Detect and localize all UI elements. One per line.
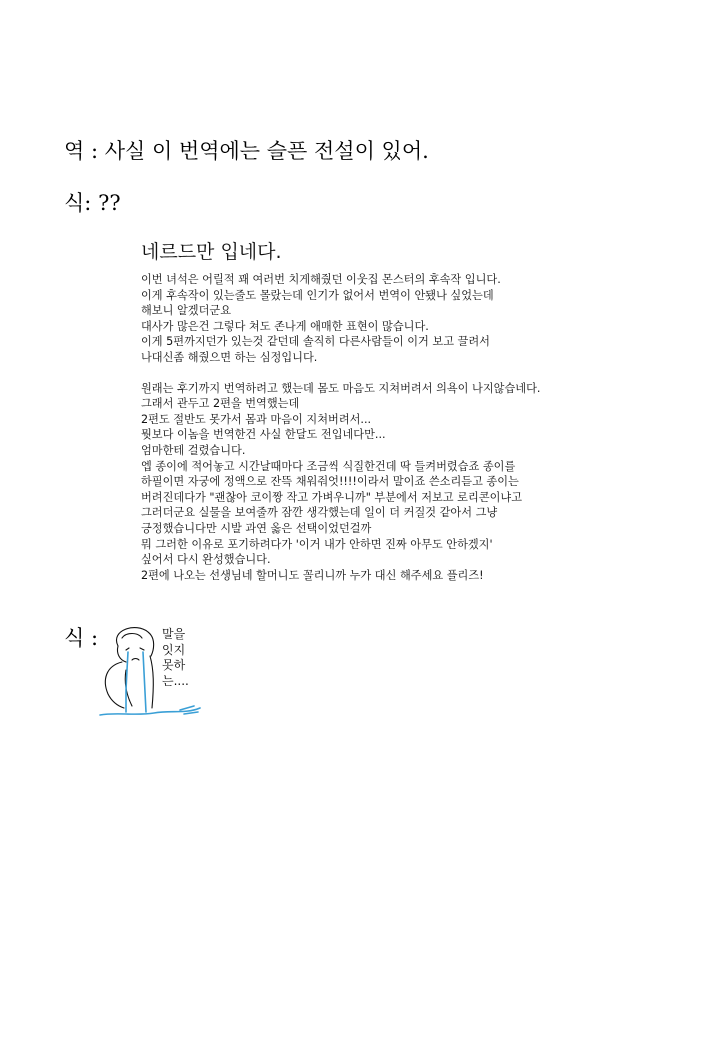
right-eye [140,648,144,650]
head-outline [116,628,153,656]
speech-line: 못하 [162,658,186,672]
tear-stream-right [143,652,146,712]
speaker-separator: : [84,626,99,650]
note-line: 그러더군요 실물을 보여줄까 잠깐 생각했는데 일이 더 커질것 같아서 그냥 [141,506,498,520]
dialogue-text: ?? [98,191,121,215]
mouth [132,659,139,661]
dialogue-text: 사실 이 번역에는 슬픈 전설이 있어. [104,139,429,163]
note-title: 네르드만 입네다. [141,241,282,263]
tear-stream-left [126,652,128,712]
speaker-label: 식 [64,191,85,215]
speaker-label: 역 [64,139,85,163]
note-line: 엄마한테 걸렸습니다. [141,443,246,457]
note-line: 이번 녀석은 어릴적 꽤 여러번 치게해줬던 이웃집 몬스터의 후속작 입니다. [141,273,501,286]
paragraph-gap [141,366,611,381]
hair-line [122,634,142,639]
note-line: 엡 종이에 적어놓고 시간날때마다 조금씩 식질한건데 딱 들켜버렸습죠 종이를 [141,459,516,473]
note-line: 뭣보다 이놈을 번역한건 사실 한달도 전입네다만... [141,428,386,442]
note-line: 2편도 절반도 못가서 몸과 마음이 지쳐버려서... [141,412,372,426]
body-right [150,656,153,708]
note-line: 해보니 알겠더군요 [141,304,232,318]
speech-line: 말을 [162,627,186,641]
speech-text [162,627,212,689]
note-line: 이게 후속작이 있는줄도 몰랐는데 인기가 없어서 번역이 안됐나 싶었는데 [141,288,494,302]
dialogue-line-eater-1 [64,187,121,217]
speaker-separator: : [84,139,105,163]
note-line: 이게 5편까지던가 있는것 같던데 솔직히 다른사람들이 이거 보고 끌려서 [141,335,490,349]
note-line: 하필이면 자궁에 정액으로 잔뜩 채워줘엇!!!!이라서 말이죠 쓴소리듣고 종이는 [141,475,519,489]
speaker-label: 식 [64,626,85,650]
note-line: 대사가 많은건 그렇다 쳐도 존나게 애매한 표현이 많습니다. [141,319,429,333]
translator-note [141,272,611,583]
note-line: 긍정했습니다만 시발 과연 옳은 선택이었던걸까 [141,521,372,535]
dialogue-line-eater-2 [64,622,98,652]
speech-line: 잇지 [162,642,186,657]
note-line: 2편에 나오는 선생님네 할머니도 꼴리니까 누가 대신 해주세요 플리즈! [141,568,484,582]
dialogue-line-translator [64,135,429,165]
face-outline [117,646,126,662]
note-line: 싶어서 다시 완성했습니다. [141,553,271,567]
note-line: 뭐 그러한 이유로 포기하려다가 '이거 내가 안하면 진짜 아무도 안하겠지' [141,537,493,551]
body-outline [105,662,124,708]
note-line: 버려진데다가 "괜찮아 코이짱 작고 가벼우니까" 부분에서 저보고 로리콘이냐고 [141,490,523,504]
speaker-separator: : [84,191,99,215]
note-line: 그래서 관두고 2편을 번역했는데 [141,397,300,411]
note-line: 원래는 후기까지 번역하려고 했는데 몸도 마음도 지쳐버려서 의욕이 나지않습네다. [141,381,541,395]
note-line: 나대신좀 해줬으면 하는 심정입니다. [141,350,318,364]
speech-line: 는.... [162,673,189,688]
left-eye [126,648,129,650]
